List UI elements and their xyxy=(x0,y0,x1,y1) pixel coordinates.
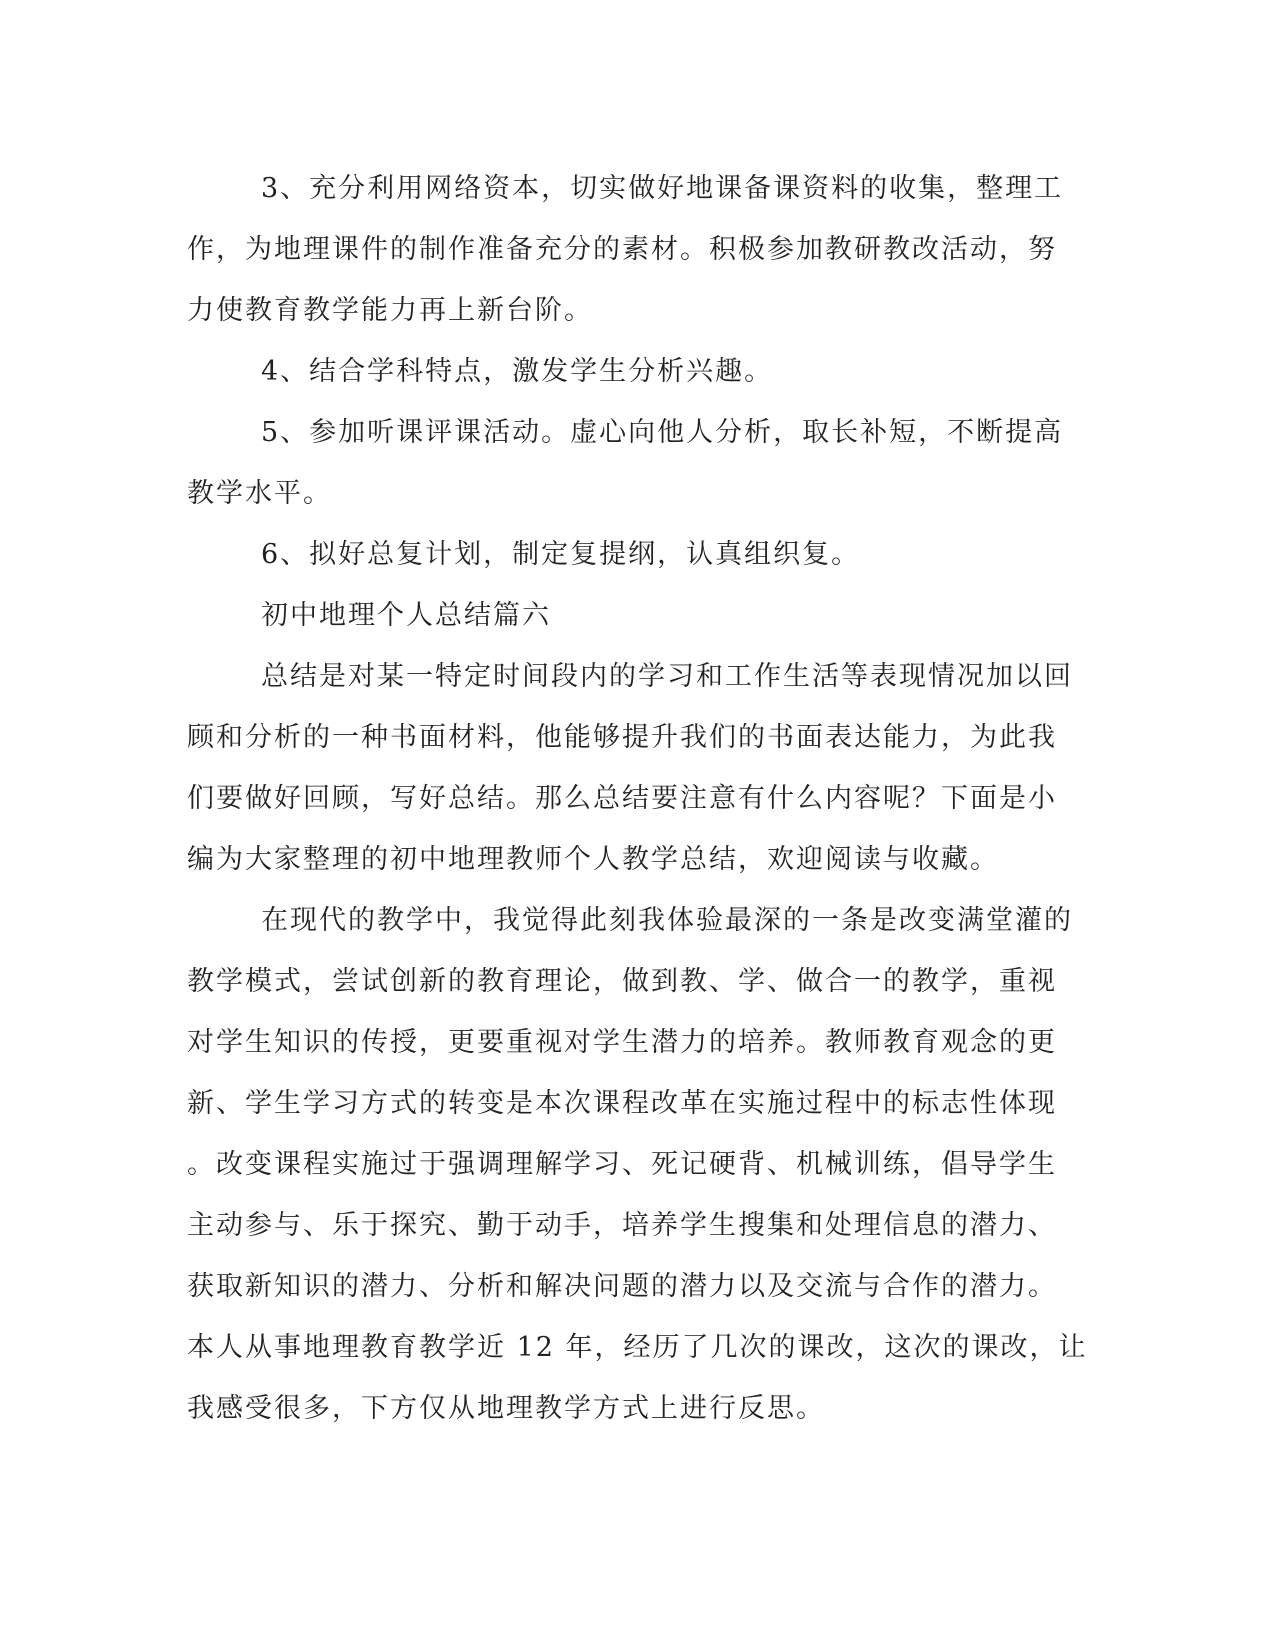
text-line: 6、拟好总复计划，制定复提纲，认真组织复。 xyxy=(261,539,861,570)
text-line: 对学生知识的传授，更要重视对学生潜力的培养。教师教育观念的更 xyxy=(187,1027,1057,1058)
text-line: 。改变课程实施过于强调理解学习、死记硬背、机械训练，倡导学生 xyxy=(187,1149,1057,1180)
text-line: 总结是对某一特定时间段内的学习和工作生活等表现情况加以回 xyxy=(261,661,1073,692)
text-line: 4、结合学科特点，激发学生分析兴趣。 xyxy=(261,356,774,387)
text-line: 教学水平。 xyxy=(187,478,332,509)
text-line: 在现代的教学中，我觉得此刻我体验最深的一条是改变满堂灌的 xyxy=(261,905,1073,936)
text-line: 新、学生学习方式的转变是本次课程改革在实施过程中的标志性体现 xyxy=(187,1088,1057,1119)
text-line: 顾和分析的一种书面材料，他能够提升我们的书面表达能力，为此我 xyxy=(187,722,1057,753)
text-line: 本人从事地理教育教学近 12 年，经历了几次的课改，这次的课改，让 xyxy=(187,1332,1088,1363)
text-line: 作，为地理课件的制作准备充分的素材。积极参加教研教改活动，努 xyxy=(187,234,1057,265)
text-line: 编为大家整理的初中地理教师个人教学总结，欢迎阅读与收藏。 xyxy=(187,844,999,875)
text-line: 初中地理个人总结篇六 xyxy=(261,600,551,631)
text-line: 3、充分利用网络资本，切实做好地课备课资料的收集，整理工 xyxy=(261,173,1064,204)
text-line: 主动参与、乐于探究、勤于动手，培养学生搜集和处理信息的潜力、 xyxy=(187,1210,1057,1241)
text-line: 获取新知识的潜力、分析和解决问题的潜力以及交流与合作的潜力。 xyxy=(187,1271,1057,1302)
text-line: 我感受很多，下方仅从地理教学方式上进行反思。 xyxy=(187,1393,825,1424)
text-line: 教学模式，尝试创新的教育理论，做到教、学、做合一的教学，重视 xyxy=(187,966,1057,997)
text-line: 5、参加听课评课活动。虚心向他人分析，取长补短，不断提高 xyxy=(261,417,1064,448)
text-line: 们要做好回顾，写好总结。那么总结要注意有什么内容呢？下面是小 xyxy=(187,783,1057,814)
text-line: 力使教育教学能力再上新台阶。 xyxy=(187,295,593,326)
document-body xyxy=(187,158,1088,1439)
